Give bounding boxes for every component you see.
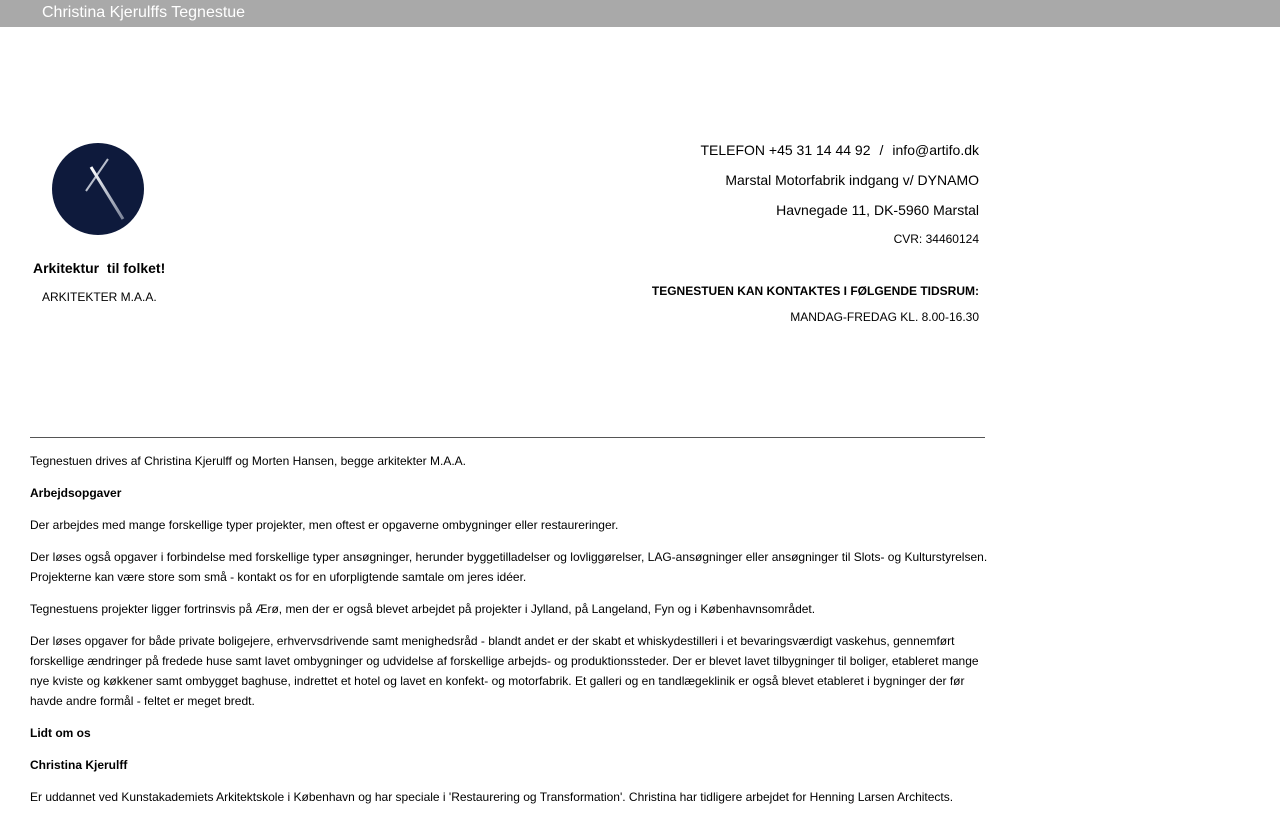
- main-content: [30, 451, 995, 819]
- tasks-paragraph: Der arbejdes med mange forskellige typer projekter, men oftest er opgaverne ombygninger eller restaureringer.: [30, 518, 619, 532]
- subtitle: ARKITEKTER M.A.A.: [42, 290, 157, 304]
- tagline: Arkitektur til folket!: [33, 260, 166, 276]
- tasks-heading: Arbejdsopgaver: [30, 486, 122, 500]
- intro-paragraph: Tegnestuen drives af Christina Kjerulff og Morten Hansen, begge arkitekter M.A.A.: [30, 454, 467, 468]
- phone-number: TELEFON +45 31 14 44 92: [700, 142, 871, 158]
- divider: [30, 437, 985, 438]
- street-address: Havnegade 11, DK-5960 Marstal: [776, 202, 979, 218]
- tasks-paragraph: Tegnestuens projekter ligger fortrinsvis på Ærø, men der er også blevet arbejdet på projekter i Jylland, på Langeland, Fyn og i Københavnsområdet.: [30, 602, 816, 616]
- person-bio: Er uddannet ved Kunstakademiets Arkitektskole i København og har speciale i 'Restaurering og Transformation'. Christina har tidligere arbejdet for Henning Larsen Architects.: [30, 790, 954, 804]
- k-monogram-icon: [52, 143, 144, 235]
- top-bar: [0, 0, 1280, 27]
- site-title-link[interactable]: Christina Kjerulffs Tegnestue: [42, 4, 246, 21]
- cvr-number: CVR: 34460124: [893, 232, 979, 246]
- email-link[interactable]: info@artifo.dk: [892, 142, 979, 158]
- about-heading: Lidt om os: [30, 726, 91, 740]
- separator: /: [879, 142, 884, 158]
- person-heading: Christina Kjerulff: [30, 758, 128, 772]
- tasks-paragraph: Der løses også opgaver i forbindelse med forskellige typer ansøgninger, herunder byggetilladelser og lovliggørelser, LAG-ansøgninger eller ansøgninger til Slots- og Kulturstyrelsen. Projekterne kan være store som små - kontakt os for en uforpligtende samtale om jeres idéer.: [30, 550, 988, 584]
- hours-heading: TEGNESTUEN KAN KONTAKTES I FØLGENDE TIDSRUM:: [651, 284, 979, 298]
- opening-hours: MANDAG-FREDAG KL. 8.00-16.30: [790, 310, 979, 324]
- location-line: Marstal Motorfabrik indgang v/ DYNAMO: [725, 172, 979, 188]
- contact-phone-email: [700, 142, 979, 158]
- logo: [52, 143, 144, 235]
- tasks-paragraph: Der løses opgaver for både private boligejere, erhvervsdrivende samt menighedsråd - blandt andet er der skabt et whiskydestilleri i et bevaringsværdigt vaskehus, gennemført forskellige ændringer på fredede huse samt lavet ombygninger og udvidelse af forskellige arbejds- og produktionssteder. Der er blevet lavet tilbygninger til boliger, etableret mange nye kviste og køkkener samt ombygget baghuse, indrettet et hotel og lavet en konfekt- og motorfabrik. Et galleri og en tandlægeklinik er også blevet etableret i bygninger der før havde andre formål - feltet er meget bredt.: [30, 634, 979, 708]
